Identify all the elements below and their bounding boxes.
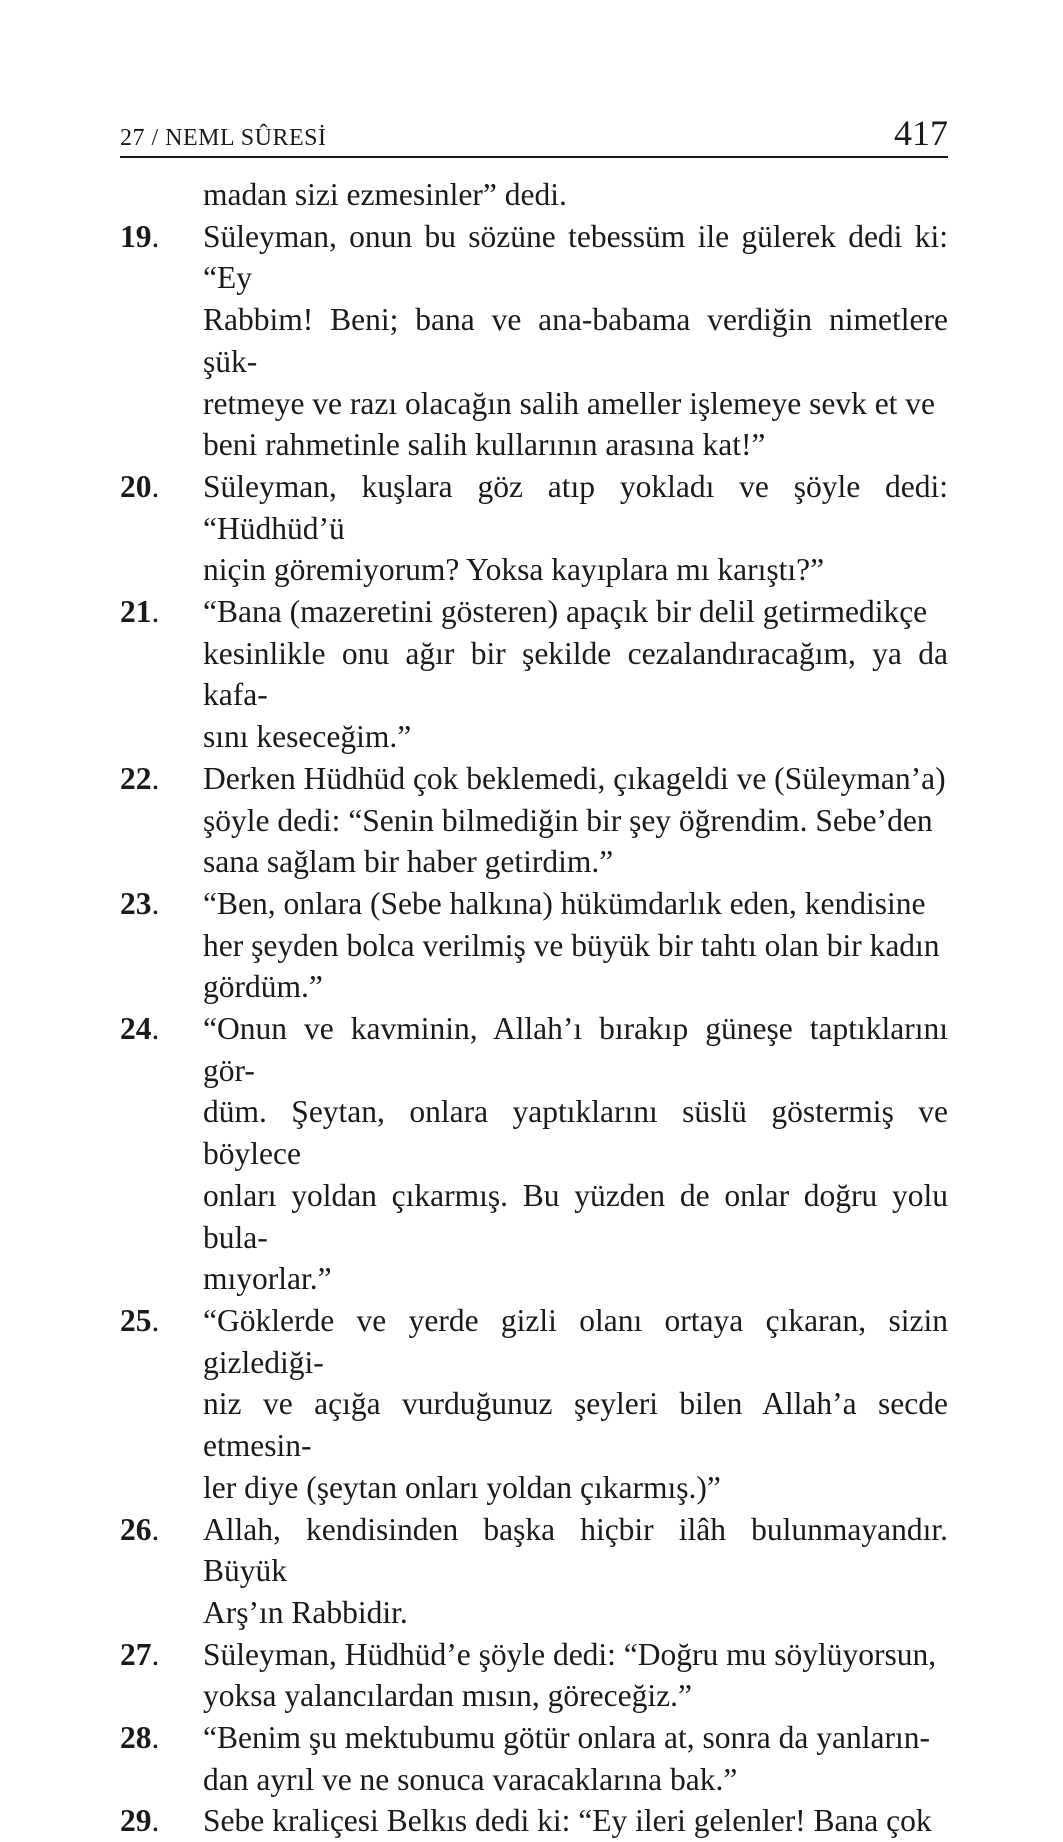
verse-number-value: 21 (120, 594, 152, 630)
verse-number: 24. (120, 1011, 160, 1047)
verse-item (120, 1634, 948, 1717)
verse-number: 26. (120, 1511, 160, 1547)
verse-line: düm. Şeytan, onlara yaptıklarını süslü göstermiş ve böylece (203, 1094, 948, 1172)
running-title: 27 / NEML SÛRESİ (120, 125, 327, 151)
verse-line: ler diye (şeytan onları yoldan çıkarmış.)” (203, 1469, 721, 1505)
verse-line: Derken Hüdhüd çok beklemedi, çıkageldi ve (Süleyman’a) (203, 760, 946, 796)
verse-item (120, 466, 948, 591)
verse-line: niz ve açığa vurduğunuz şeyleri bilen Allah’a secde etmesin- (203, 1386, 948, 1464)
verse-line: “Benim şu mektubumu götür onlara at, sonra da yanların- (203, 1720, 930, 1756)
verse-number-value: 25 (120, 1302, 152, 1338)
verse-number-value: 27 (120, 1636, 152, 1672)
verse-number-value: 28 (120, 1720, 152, 1756)
verse-line: sana sağlam bir haber getirdim.” (203, 844, 614, 880)
verse-line: Süleyman, onun bu sözüne tebessüm ile gülerek dedi ki: “Ey (203, 218, 948, 296)
verse-text (203, 1800, 948, 1842)
verse-line: niçin göremiyorum? Yoksa kayıplara mı karıştı?” (203, 552, 825, 588)
verse-list (120, 216, 948, 1842)
verse-text (203, 883, 948, 1008)
verse-number: 25. (120, 1302, 160, 1338)
verse-text (203, 216, 948, 466)
verse-text (203, 466, 948, 591)
verse-line: gördüm.” (203, 969, 323, 1005)
verse-number: 22. (120, 760, 160, 796)
verse-number: 28. (120, 1720, 160, 1756)
verse-line: Sebe kraliçesi Belkıs dedi ki: “Ey ileri gelenler! Bana çok (203, 1803, 932, 1839)
verse-number-value: 19 (120, 218, 152, 254)
verse-item (120, 758, 948, 883)
verse-number: 27. (120, 1636, 160, 1672)
verse-number: 29. (120, 1803, 160, 1839)
continuation-line: madan sizi ezmesinler” dedi. (203, 177, 567, 212)
verse-line: kesinlikle onu ağır bir şekilde cezalandıracağım, ya da kafa- (203, 635, 948, 713)
verse-line: Rabbim! Beni; bana ve ana-babama verdiğin nimetlere şük- (203, 302, 948, 379)
verse-line: her şeyden bolca verilmiş ve büyük bir tahtı olan bir kadın (203, 927, 940, 963)
verse-line: onları yoldan çıkarmış. Bu yüzden de onlar doğru yolu bula- (203, 1177, 948, 1255)
verse-item (120, 1800, 948, 1842)
verse-text (203, 1300, 948, 1509)
verse-line: dan ayrıl ve ne sonuca varacaklarına bak.” (203, 1761, 738, 1797)
verse-line: “Bana (mazeretini gösteren) apaçık bir delil getirmedikçe (203, 594, 928, 630)
book-page (120, 112, 948, 1842)
page-body (120, 174, 948, 1842)
verse-text (203, 1717, 948, 1800)
verse-item (120, 591, 948, 758)
verse-line: yoksa yalancılardan mısın, göreceğiz.” (203, 1678, 692, 1714)
verse-text (203, 591, 948, 758)
verse-line: Arş’ın Rabbidir. (203, 1594, 408, 1630)
verse-item (120, 216, 948, 466)
verse-text (203, 1634, 948, 1717)
verse-item (120, 1008, 948, 1300)
verse-line: sını keseceğim.” (203, 719, 412, 755)
verse-line: beni rahmetinle salih kullarının arasına kat!” (203, 427, 766, 463)
verse-number-value: 26 (120, 1511, 152, 1547)
verse-item (120, 1509, 948, 1634)
verse-line: şöyle dedi: “Senin bilmediğin bir şey öğrendim. Sebe’den (203, 802, 933, 838)
verse-text (203, 758, 948, 883)
verse-item (120, 883, 948, 1008)
verse-number: 19. (120, 218, 160, 254)
verse-line: Allah, kendisinden başka hiçbir ilâh bulunmayandır. Büyük (203, 1511, 948, 1589)
verse-line: mıyorlar.” (203, 1261, 332, 1297)
verse-line: retmeye ve razı olacağın salih ameller işlemeye sevk et ve (203, 385, 936, 421)
verse-text (203, 1509, 948, 1634)
verse-line: Süleyman, kuşlara göz atıp yokladı ve şöyle dedi: “Hüdhüd’ü (203, 468, 948, 546)
page-header (120, 112, 948, 158)
verse-line: “Göklerde ve yerde gizli olanı ortaya çıkaran, sizin gizlediği- (203, 1302, 948, 1380)
verse-number-value: 22 (120, 760, 152, 796)
verse-number-value: 23 (120, 885, 152, 921)
verse-item (120, 1300, 948, 1509)
verse-number: 21. (120, 594, 160, 630)
verse-number: 20. (120, 468, 160, 504)
verse-line: Süleyman, Hüdhüd’e şöyle dedi: “Doğru mu söylüyorsun, (203, 1636, 937, 1672)
verse-text (203, 1008, 948, 1300)
verse-number: 23. (120, 885, 160, 921)
verse-line: “Onun ve kavminin, Allah’ı bırakıp güneşe taptıklarını gör- (203, 1011, 948, 1088)
verse-line: “Ben, onlara (Sebe halkına) hükümdarlık eden, kendisine (203, 885, 926, 921)
verse-number-value: 29 (120, 1803, 152, 1839)
verse-number-value: 20 (120, 468, 152, 504)
verse-item (120, 1717, 948, 1800)
verse-number-value: 24 (120, 1011, 152, 1047)
page-number: 417 (894, 113, 948, 153)
